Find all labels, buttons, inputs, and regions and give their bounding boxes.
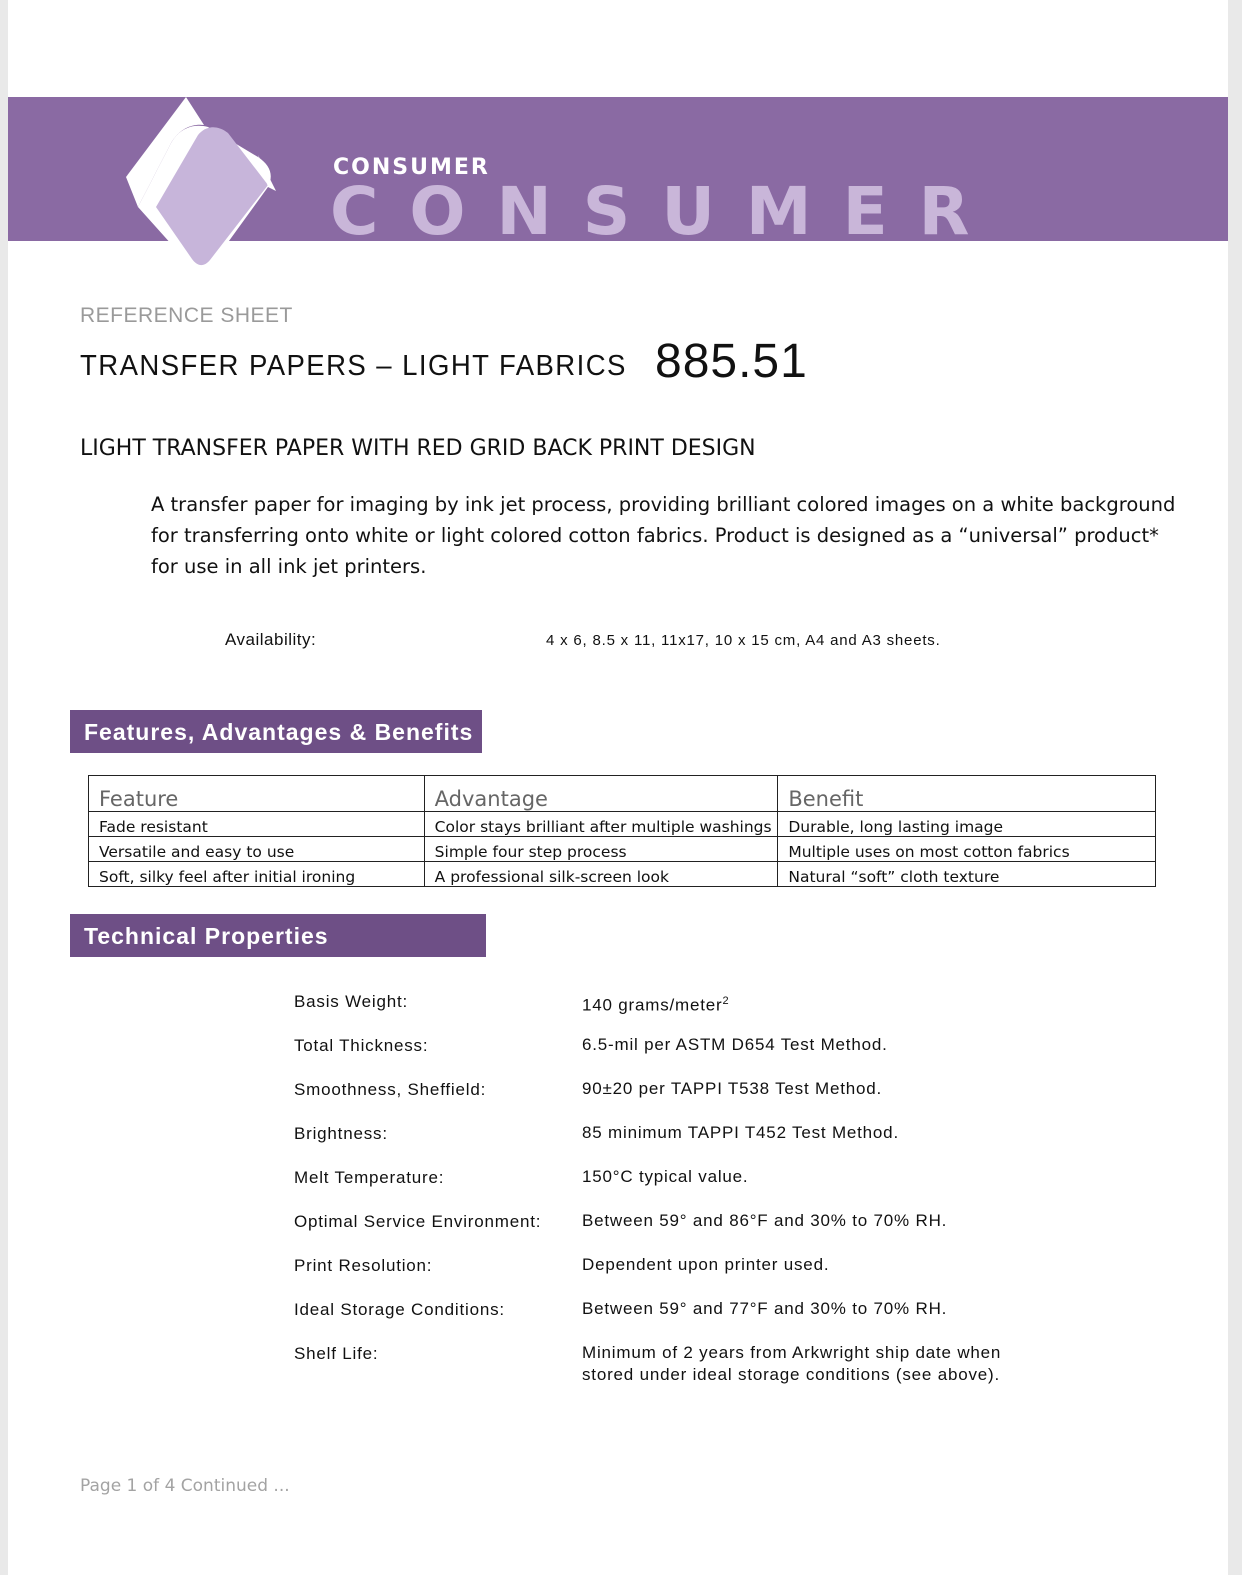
superscript: 2 (722, 995, 730, 1007)
property-label: Print Resolution: (294, 1256, 433, 1275)
product-code: 885.51 (655, 335, 808, 388)
document-page (8, 0, 1228, 1575)
property-label: Melt Temperature: (294, 1168, 445, 1187)
property-label: Shelf Life: (294, 1344, 379, 1363)
property-value (582, 990, 1052, 1017)
property-value: Minimum of 2 years from Arkwright ship date when stored under ideal storage conditions (see above). (582, 1343, 1002, 1384)
property-value: 90±20 per TAPPI T538 Test Method. (582, 1079, 883, 1098)
availability-value: 4 x 6, 8.5 x 11, 11x17, 10 x 15 cm, A4 and A3 sheets. (546, 632, 941, 649)
product-title: TRANSFER PAPERS – LIGHT FABRICS (80, 350, 627, 382)
table-cell: Soft, silky feel after initial ironing (89, 862, 425, 887)
features-section-header: Features, Advantages & Benefits (70, 710, 482, 753)
property-value: 6.5-mil per ASTM D654 Test Method. (582, 1035, 888, 1054)
table-header-row (89, 776, 1156, 812)
property-label: Smoothness, Sheffield: (294, 1080, 487, 1099)
product-description: A transfer paper for imaging by ink jet process, providing brilliant colored images on a white background for transferring onto white or light colored cotton fabrics. Product is designed as a “universal” product* for use in all ink jet printers. (151, 493, 1176, 578)
column-header: Feature (89, 776, 425, 812)
table-cell: Simple four step process (424, 837, 778, 862)
page-footer: Page 1 of 4 Continued ... (80, 1476, 290, 1496)
property-label: Optimal Service Environment: (294, 1212, 542, 1231)
property-value: 85 minimum TAPPI T452 Test Method. (582, 1123, 899, 1142)
property-value: 150°C typical value. (582, 1167, 749, 1186)
table-cell: Versatile and easy to use (89, 837, 425, 862)
property-value: Between 59° and 86°F and 30% to 70% RH. (582, 1211, 948, 1230)
table-cell: Durable, long lasting image (778, 812, 1156, 837)
table-row (89, 837, 1156, 862)
table-cell: A professional silk-screen look (424, 862, 778, 887)
property-label: Brightness: (294, 1124, 388, 1143)
product-subtitle: LIGHT TRANSFER PAPER WITH RED GRID BACK PRINT DESIGN (80, 436, 756, 461)
brand-large-text: CONSUMER (330, 173, 1001, 250)
property-value: Dependent upon printer used. (582, 1255, 830, 1274)
table-cell: Color stays brilliant after multiple washings (424, 812, 778, 837)
column-header: Benefit (778, 776, 1156, 812)
table-row (89, 812, 1156, 837)
table-cell: Multiple uses on most cotton fabrics (778, 837, 1156, 862)
property-label: Basis Weight: (294, 992, 409, 1011)
table-cell: Natural “soft” cloth texture (778, 862, 1156, 887)
property-label: Total Thickness: (294, 1036, 429, 1055)
property-value: Between 59° and 77°F and 30% to 70% RH. (582, 1299, 948, 1318)
property-label: Ideal Storage Conditions: (294, 1300, 505, 1319)
column-header: Advantage (424, 776, 778, 812)
paper-logo-icon (118, 95, 288, 275)
document-kind: REFERENCE SHEET (80, 304, 293, 327)
availability-label: Availability: (225, 630, 317, 649)
table-cell: Fade resistant (89, 812, 425, 837)
table-row (89, 862, 1156, 887)
property-value-text: 140 grams/meter (582, 995, 723, 1015)
features-table (88, 775, 1156, 887)
technical-section-header: Technical Properties (70, 914, 486, 957)
brand-small-text: CONSUMER (333, 155, 490, 180)
